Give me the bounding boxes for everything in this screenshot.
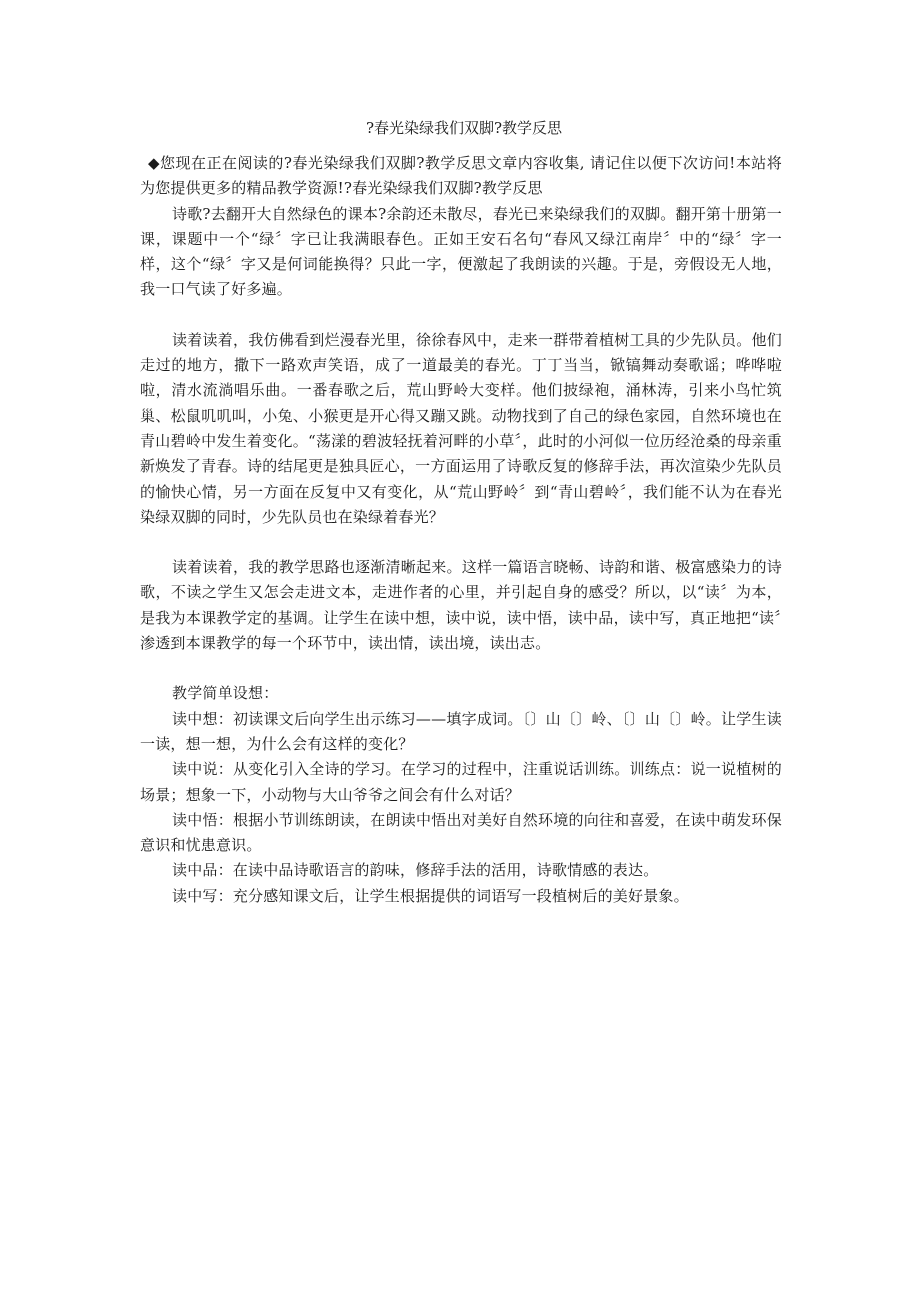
plan-item-read-think: 读中想：初读课文后向学生出示练习——填字成词。〔〕山〔〕岭、〔〕山〔〕岭。让学生读一读，想一想，为什么会有这样的变化？: [140, 709, 782, 753]
paragraph-1: 诗歌?去翻开大自然绿色的课本?余韵还未散尽，春光已来染绿我们的双脚。翻开第十册第一课，课题中一个“绿〞字已让我满眼春色。正如王安石名句“春风又绿江南岸〞中的“绿〞字一样，这个“绿〞字又是何词能换得？只此一字，便激起了我朗读的兴趣。于是，旁假设无人地，我一口气读了好多遍。: [140, 204, 782, 299]
document-title: ?春光染绿我们双脚?教学反思: [365, 119, 563, 137]
paragraph-3: 读着读着，我的教学思路也逐渐清晰起来。这样一篇语言晓畅、诗韵和谐、极富感染力的诗歌，不读之学生又怎会走进文本，走进作者的心里，并引起自身的感受？所以，以“读〞为本，是我为本课教学定的基调。让学生在读中想，读中说，读中悟，读中品，读中写，真正地把“读〞渗透到本课教学的每一个环节中，读出情，读出境，读出志。: [140, 558, 782, 653]
document-page: [140, 0, 782, 909]
plan-heading: 教学简单设想：: [172, 684, 279, 703]
paragraph-gap: [140, 530, 782, 555]
plan-item-read-speak: 读中说：从变化引入全诗的学习。在学习的过程中，注重说话训练。训练点：说一说植树的场景；想象一下，小动物与大山爷爷之间会有什么对话？: [140, 760, 782, 804]
paragraph-gap: [140, 656, 782, 681]
plan-item-read-understand: 读中悟：根据小节训练朗读，在朗读中悟出对美好自然环境的向往和喜爱，在读中萌发环保意识和忧患意识。: [140, 810, 782, 855]
paragraph-2: 读着读着，我仿佛看到烂漫春光里，徐徐春风中，走来一群带着植树工具的少先队员。他们走过的地方，撒下一路欢声笑语，成了一道最美的春光。丁丁当当，锨镐舞动奏歌谣；哗哗啦啦，清水流淌唱乐曲。一番春歌之后，荒山野岭大变样。他们披绿袍，涌林涛，引来小鸟忙筑巢、松鼠叽叽叫，小兔、小猴更是开心得又蹦又跳。动物找到了自己的绿色家园，自然环境也在青山碧岭中发生着变化。“荡漾的碧波轻抚着河畔的小草〞，此时的小河似一位历经沧桑的母亲重新焕发了青春。诗的结尾更是独具匠心，一方面运用了诗歌反复的修辞手法，再次渲染少先队员的愉快心情，另一方面在反复中又有变化，从“荒山野岭〞到“青山碧岭〞，我们能不认为在春光染绿双脚的同时，少先队员也在染绿着春光？: [140, 330, 782, 526]
site-notice: ◆您现在正在阅读的?春光染绿我们双脚?教学反思文章内容收集, 请记住以便下次访问!本站将为您提供更多的精品教学资源!?春光染绿我们双脚?教学反思: [140, 154, 782, 198]
plan-item-read-write: 读中写：充分感知课文后，让学生根据提供的词语写一段植树后的美好景象。: [172, 886, 689, 905]
plan-item-read-savor: 读中品：在读中品诗歌语言的韵味，修辞手法的活用，诗歌情感的表达。: [172, 861, 659, 880]
paragraph-gap: [140, 303, 782, 328]
